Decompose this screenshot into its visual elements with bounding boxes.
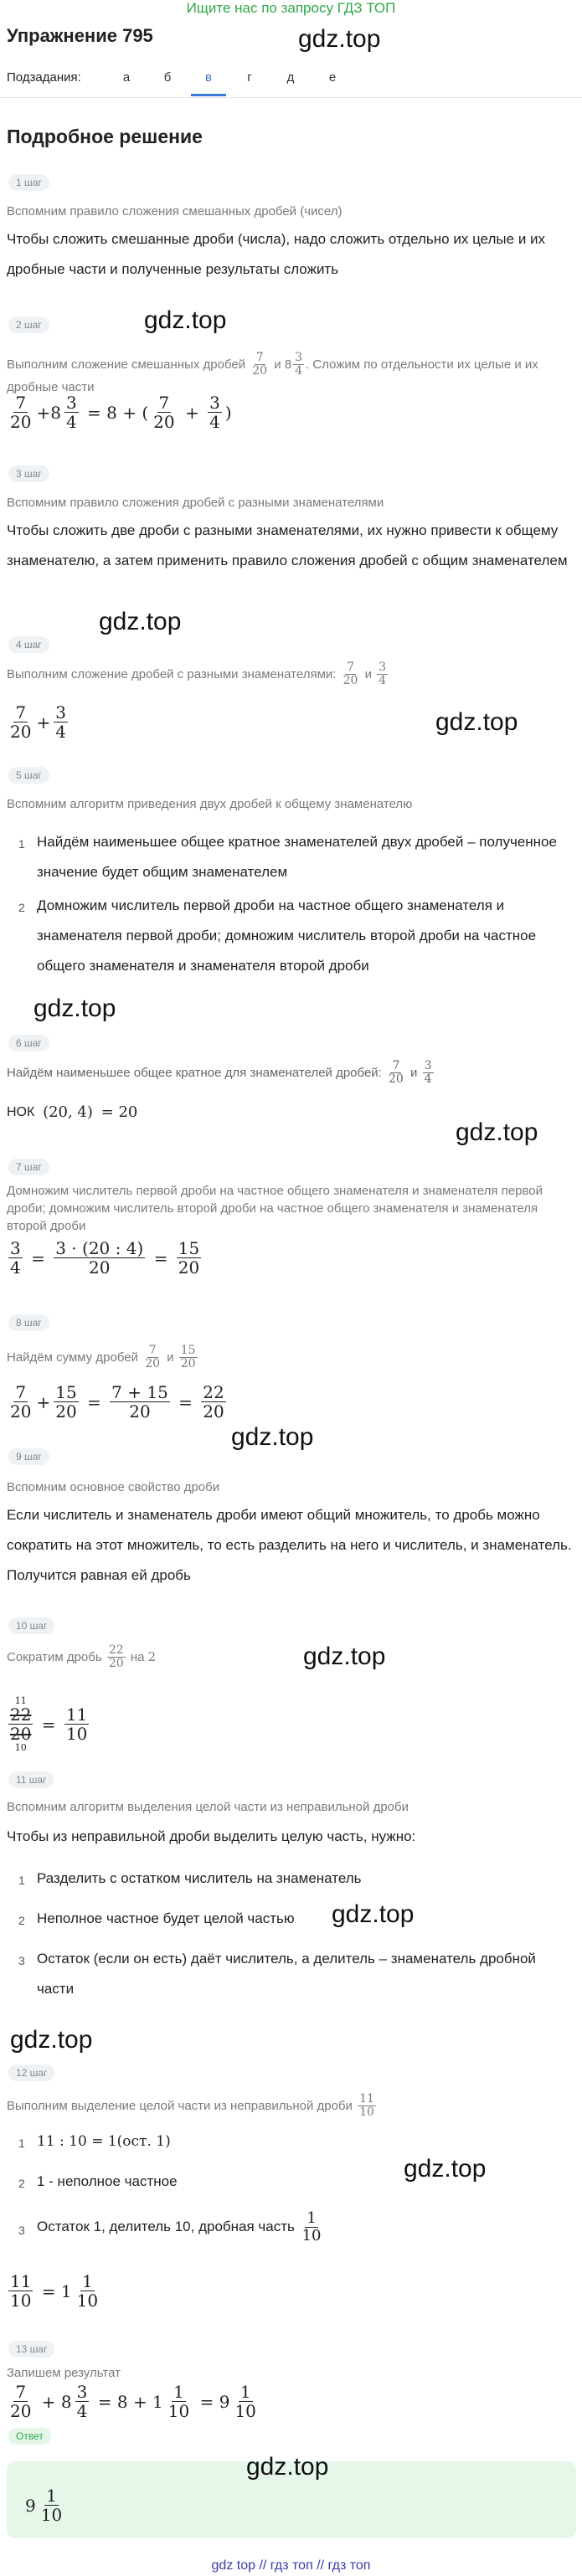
- list-item: 1 - неполное частное: [37, 2173, 178, 2189]
- watermark: gdz.top: [456, 1118, 538, 1146]
- exercise-title: Упражнение 795: [7, 25, 153, 46]
- step-tag: 9 шаг: [8, 1448, 49, 1465]
- list-number: 1: [18, 837, 25, 851]
- watermark: gdz.top: [231, 1423, 314, 1451]
- step-caption: Выполним сложение дробей с разными знаменателями: $\frac{7}{20}$ и $\frac{3}{4}$: [7, 661, 387, 688]
- step-tag: 1 шаг: [8, 174, 49, 191]
- watermark: gdz.top: [144, 306, 227, 334]
- step-tag: 7 шаг: [8, 1159, 49, 1175]
- step-caption: Сократим дробь $\frac{22}{20}$ на 2: [7, 1643, 157, 1671]
- list-item: Остаток 1, делитель 10, дробная часть $\frac{1}{10}$: [37, 2209, 322, 2244]
- list-number: 1: [18, 2136, 25, 2150]
- math-line: $\frac{7}{20}$ +8 $\frac{3}{4}$ = 8 + ( $\frac{7}{20}$ + $\frac{3}{4}$ ): [10, 393, 232, 432]
- step-tag: 5 шаг: [8, 767, 49, 784]
- step-text: Если числитель и знаменатель дроби имеют общий множитель, то дробь можно сократить на этот множитель, то есть разделить на него и числитель, и знаменатель. Получится равная ей дробь: [7, 1507, 572, 1583]
- step-text: Чтобы сложить смешанные дроби (числа), надо сложить отдельно их целые и их дробные части и полученные результаты сложить: [7, 231, 546, 277]
- step-tag: 2 шаг: [8, 316, 49, 333]
- math-line: $\frac{11}{10}$ = 1 $\frac{1}{10}$: [10, 2271, 99, 2311]
- step-tag: 13 шаг: [8, 2341, 54, 2357]
- math-line: НОК (20, 4) = 20: [7, 1103, 138, 1121]
- subtasks-bar: [7, 70, 337, 85]
- watermark: gdz.top: [303, 1643, 386, 1670]
- step-tag: 3 шаг: [8, 465, 49, 482]
- list-item: Найдём наименьшее общее кратное знаменателей двух дробей – полученное значение будет общим знаменателем: [37, 834, 557, 880]
- math-line: 11 22 20 10 = $\frac{11}{10}$: [10, 1695, 88, 1753]
- subtask-tab-d[interactable]: д: [286, 70, 295, 85]
- answer-tag: Ответ: [8, 2428, 51, 2445]
- step-caption: Найдём наименьшее общее кратное для знаменателей дробей: $\frac{7}{20}$ и $\frac{3}{4}$: [7, 1059, 432, 1087]
- math-line: $\frac{7}{20}$ + $\frac{3}{4}$: [10, 702, 66, 742]
- subtask-tab-e[interactable]: е: [328, 70, 337, 85]
- divider: [0, 97, 582, 98]
- list-number: 3: [18, 2224, 25, 2237]
- watermark: gdz.top: [404, 2155, 487, 2183]
- step-caption: Вспомним правило сложения дробей с разными знаменателями: [7, 496, 384, 510]
- list-number: 2: [18, 1914, 25, 1927]
- step-caption: Вспомним правило сложения смешанных дробей (чисел): [7, 204, 343, 219]
- solution-title: Подробное решение: [7, 126, 203, 147]
- footer-links[interactable]: gdz top // гдз топ // гдз топ: [211, 2558, 371, 2573]
- step-text: Чтобы из неправильной дроби выделить целую часть, нужно:: [7, 1828, 416, 1844]
- step-caption: Выполним выделение целой части из неправильной дроби $\frac{11}{10}$: [7, 2092, 374, 2120]
- list-item: Неполное частное будет целой частью: [37, 1910, 295, 1926]
- step-caption: Домножим числитель первой дроби на частное общего знаменателя и знаменателя первой дроби; домножим числитель второй дроби на частное общего знаменателя и знаменателя второй дроби: [7, 1184, 543, 1233]
- search-banner[interactable]: Ищите нас по запросу ГДЗ ТОП: [186, 0, 396, 16]
- step-caption: Вспомним основное свойство дроби: [7, 1480, 220, 1494]
- watermark: gdz.top: [298, 25, 381, 53]
- list-item: Остаток (если он есть) даёт числитель, а делитель – знаменатель дробной части: [37, 1951, 536, 1997]
- list-item: Домножим числитель первой дроби на частное общего знаменателя и знаменателя первой дроби; домножим числитель второй дроби на частное общего знаменателя и знаменателя второй дроби: [37, 897, 537, 974]
- step-caption: Выполним сложение смешанных дробей $\frac{7}{20}$ и 8 $\frac{3}{4}$ . Сложим по отдельности их целые и их дробные части: [7, 351, 538, 394]
- list-number: 2: [18, 2177, 25, 2190]
- list-item: 11 : 10 = 1(ост. 1): [37, 2133, 171, 2150]
- subtasks-label: Подзадания:: [7, 70, 81, 85]
- watermark: gdz.top: [10, 2026, 93, 2054]
- step-tag: 10 шаг: [8, 1617, 54, 1634]
- step-text: Чтобы сложить две дроби с разными знаменателями, их нужно привести к общему знаменателю, а затем применить правило сложения дробей с общим знаменателем: [7, 522, 568, 568]
- answer-value: 9 $\frac{1}{10}$: [25, 2486, 63, 2525]
- watermark: gdz.top: [435, 708, 518, 736]
- step-tag: 8 шаг: [8, 1314, 49, 1331]
- step-tag: 4 шаг: [8, 636, 49, 653]
- watermark: gdz.top: [99, 608, 182, 635]
- step-caption: Вспомним алгоритм приведения двух дробей к общему знаменателю: [7, 797, 413, 811]
- subtask-tab-v[interactable]: в: [196, 70, 221, 85]
- step-caption: Вспомним алгоритм выделения целой части из неправильной дроби: [7, 1800, 409, 1814]
- list-number: 1: [18, 1874, 25, 1887]
- step-tag: 6 шаг: [8, 1035, 49, 1051]
- math-line: $\frac{7}{20}$ + 8 $\frac{3}{4}$ = 8 + 1 $\frac{1}{10}$ = 9 $\frac{1}{10}$: [10, 2382, 256, 2421]
- math-line: $\frac{7}{20}$ + $\frac{15}{20}$ = $\frac{7 + 15}{20}$ = $\frac{22}{20}$: [10, 1382, 224, 1422]
- step-caption: Найдём сумму дробей $\frac{7}{20}$ и $\frac{15}{20}$: [7, 1344, 196, 1371]
- list-number: 2: [18, 901, 25, 914]
- step-tag: 11 шаг: [8, 1771, 54, 1788]
- list-item: Разделить с остатком числитель на знаменатель: [37, 1870, 362, 1886]
- subtask-tab-a[interactable]: а: [122, 70, 131, 85]
- list-number: 3: [18, 1954, 25, 1967]
- step-caption: Запишем результат: [7, 2366, 121, 2380]
- subtask-tab-g[interactable]: г: [247, 70, 252, 85]
- math-line: $\frac{3}{4}$ = $\frac{3 \cdot (20 : 4)}{20}$ = $\frac{15}{20}$: [10, 1238, 200, 1278]
- watermark: gdz.top: [33, 995, 116, 1022]
- step-tag: 12 шаг: [8, 2064, 54, 2081]
- watermark: gdz.top: [246, 2453, 329, 2481]
- watermark: gdz.top: [332, 1900, 415, 1928]
- subtask-tab-b[interactable]: б: [163, 70, 172, 85]
